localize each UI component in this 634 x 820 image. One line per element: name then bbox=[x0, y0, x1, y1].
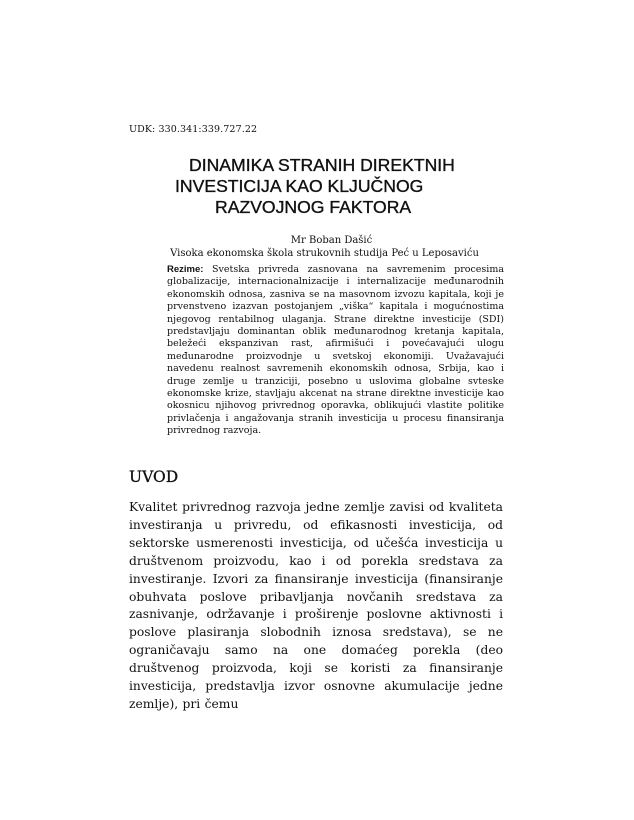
udk-code: UDK: 330.341:339.727.22 bbox=[129, 124, 258, 135]
title-line-2: INVESTICIJA KAO KLJUČNOG bbox=[175, 176, 424, 196]
author-name: Mr Boban Dašić bbox=[290, 235, 373, 246]
author-block bbox=[0, 234, 634, 260]
title-line-1: DINAMIKA STRANIH DIREKTNIH bbox=[189, 155, 455, 175]
section-heading: UVOD bbox=[129, 468, 179, 486]
abstract-text: Svetska privreda zasnovana na savremenim procesima globalizacije, internacionalnizacije i internalizacije međunarodnih ekonomskih odnosa, zasniva se na masovnom izvozu kapitala, koji je prvenstveno izazvan postojanjem „viška“ kapitala i mogućnostima njegovog rentabilnog ulaganja. Strane direktne investicije (SDI) predstavljaju dominantan oblik međunarodnog kretanja kapitala, beležeći ekspanzivan rast, afirmišući i povećavajući ulogu međunarodne proizvodnje u svetskoj ekonomiji. Uvažavajući navedenu realnost savremenih ekonomskih odnosa, Srbija, kao i druge zemlje u tranziciji, posebno u uslovima globalne svteske ekonomske krize, stavljaju akcenat na strane direktne investicije kao okosnicu njihovog privrednog oporavka, oblikujući vlastite politike privlačenja i angažovanja stranih investicija u procesu finansiranja privrednog razvoja. bbox=[167, 264, 505, 437]
abstract bbox=[167, 264, 504, 438]
abstract-label: Rezime: bbox=[167, 264, 204, 275]
paper-title bbox=[120, 155, 520, 218]
author-affiliation: Visoka ekonomska škola strukovnih studija Peć u Leposaviću bbox=[170, 248, 479, 259]
body-paragraph: Kvalitet privrednog razvoja jedne zemlje zavisi od kvaliteta investiranja u privredu, od efikasnosti investicija, od sektorske usmerenosti investicija, od učešća investicija u društvenom proizvodu, kao i od porekla sredstava za investiranje. Izvori za finansiranje investicija (finansiranje obuhvata poslove pribavljanja novčanih sredstava za zasnivanje, održavanje i proširenje poslovne aktivnosti i poslove plasiranja slobodnih iznosa sredstava), se ne ograničavaju samo na one domaćeg porekla (deo društvenog proizvoda, koji se koristi za finansiranje investicija, predstavlja izvor osnovne akumulacije jedne zemlje), pri čemu bbox=[129, 500, 503, 711]
title-line-3: RAZVOJNOG FAKTORA bbox=[215, 197, 412, 217]
